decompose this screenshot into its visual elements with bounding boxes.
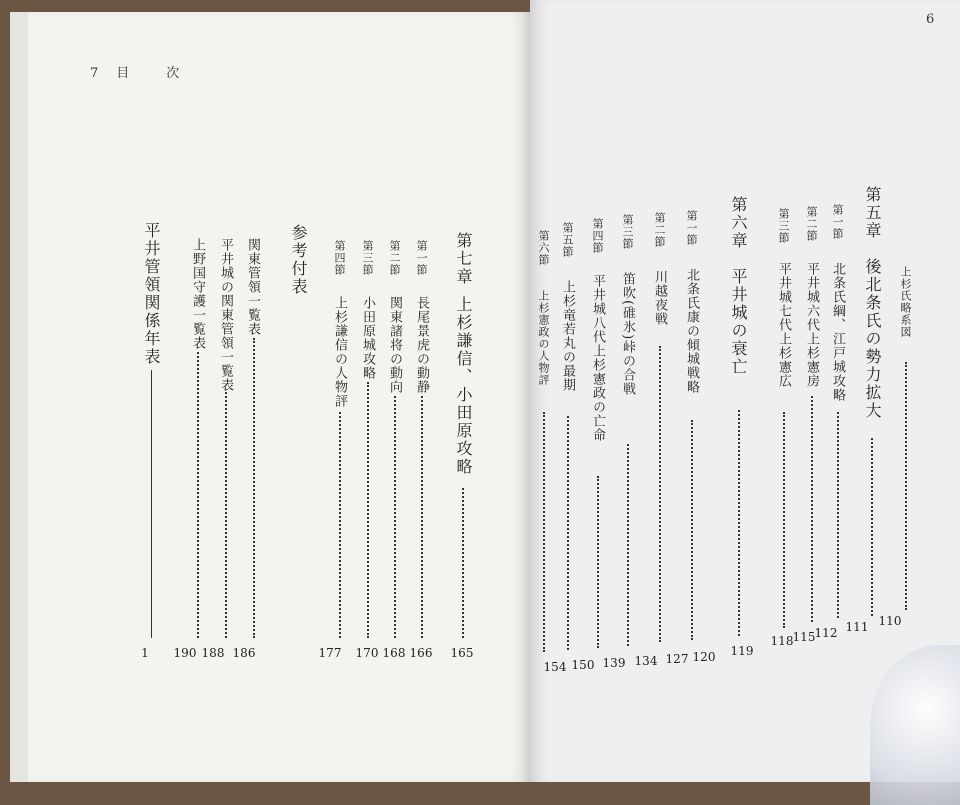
leader-dots <box>339 412 343 638</box>
page-ref: 186 <box>232 646 256 660</box>
entry-title: 平井城七代上杉憲広 <box>776 262 791 388</box>
leader-dots <box>225 392 229 638</box>
section-label: 第一節 <box>685 210 698 246</box>
section-label: 第二節 <box>653 212 666 248</box>
entry-title: 関東諸将の動向 <box>387 296 402 394</box>
page-ref: 168 <box>382 646 406 660</box>
page-ref: 190 <box>173 646 197 660</box>
entry-title: 小田原城攻略 <box>360 296 375 380</box>
entry-title: 上野国守護一覧表 <box>190 238 205 350</box>
section-label: 第三節 <box>621 214 634 250</box>
section-label: 第一節 <box>415 240 428 276</box>
entry-title: 川越夜戦 <box>652 270 667 326</box>
page-ref: 134 <box>634 654 658 668</box>
page-ref: 165 <box>450 646 474 660</box>
entry-title: 平井管領関係年表 <box>142 222 161 366</box>
leader-dots <box>567 416 571 650</box>
leader-dots <box>543 412 547 652</box>
section-label: 第四節 <box>333 240 346 276</box>
page-ref: 118 <box>770 634 794 648</box>
page-ref: 170 <box>355 646 379 660</box>
entry-title: 上杉謙信、小田原攻略 <box>454 296 473 476</box>
appendix-title: 参考付表 <box>289 224 308 296</box>
leader-dots <box>691 420 695 640</box>
page-number-right: 6 <box>926 12 935 27</box>
leader-dots <box>462 488 466 638</box>
chapter-label: 第六章 <box>729 196 748 250</box>
section-label: 第二節 <box>388 240 401 276</box>
page-ref: 120 <box>692 650 716 664</box>
entry-title: 長尾景虎の動静 <box>414 296 429 394</box>
section-label: 第三節 <box>361 240 374 276</box>
leader-dots <box>738 410 742 636</box>
leader-dots <box>367 382 371 638</box>
entry-title: 平井城の関東管領一覧表 <box>218 238 233 392</box>
running-header <box>90 62 191 81</box>
entry-title: 北条氏綱、江戸城攻略 <box>830 262 845 402</box>
page-ref: 1 <box>141 646 149 660</box>
page-ref: 139 <box>602 656 626 670</box>
left-page <box>10 12 530 782</box>
entry-title: 後北条氏の勢力拡大 <box>863 258 882 420</box>
leader-dots <box>837 412 841 618</box>
leader-dots <box>421 396 425 638</box>
page-ref: 119 <box>730 644 754 658</box>
entry-title: 上杉憲政の人物評 <box>537 290 550 386</box>
chapter-label: 第五章 <box>863 186 882 240</box>
leader-dots <box>197 352 201 638</box>
entry-title: 平井城の衰亡 <box>729 268 748 376</box>
entry-title: 北条氏康の傾城戦略 <box>684 268 699 394</box>
section-label: 第四節 <box>591 218 604 254</box>
leader-dots <box>253 338 257 638</box>
page-ref: 115 <box>792 630 816 644</box>
page-ref: 110 <box>878 614 902 628</box>
section-label: 第二節 <box>805 206 818 242</box>
leader-dots <box>783 412 787 628</box>
page-ref: 127 <box>665 652 689 666</box>
leader-dots <box>597 476 601 648</box>
page-ref: 112 <box>814 626 838 640</box>
page-edge <box>10 12 28 782</box>
leader-dots <box>905 362 909 610</box>
page-ref: 166 <box>409 646 433 660</box>
page-ref: 188 <box>201 646 225 660</box>
entry-title: 笛吹(碓氷)峠の合戦 <box>620 272 635 397</box>
leader-line <box>151 370 154 638</box>
entry-title: 上杉氏略系図 <box>899 266 912 338</box>
page-number-left: 7 <box>90 66 99 81</box>
page-ref: 177 <box>318 646 342 660</box>
section-label: 第一節 <box>831 204 844 240</box>
entry-title: 上杉竜若丸の最期 <box>560 280 575 392</box>
section-label: 第五節 <box>561 222 574 258</box>
page-ref: 111 <box>845 620 869 634</box>
leader-dots <box>659 346 663 642</box>
page-ref: 154 <box>543 660 567 674</box>
leader-dots <box>627 444 631 646</box>
entry-title: 上杉謙信の人物評 <box>332 296 347 408</box>
header-label: 目 次 <box>116 66 192 81</box>
entry-title: 平井城六代上杉憲房 <box>804 262 819 388</box>
leader-dots <box>871 438 875 616</box>
section-label: 第六節 <box>537 230 550 266</box>
leader-dots <box>811 396 815 622</box>
chapter-label: 第七章 <box>454 232 473 286</box>
section-label: 第三節 <box>777 208 790 244</box>
leader-dots <box>394 396 398 638</box>
entry-title: 平井城八代上杉憲政の亡命 <box>590 274 605 442</box>
entry-title: 関東管領一覧表 <box>245 238 260 336</box>
page-ref: 150 <box>571 658 595 672</box>
